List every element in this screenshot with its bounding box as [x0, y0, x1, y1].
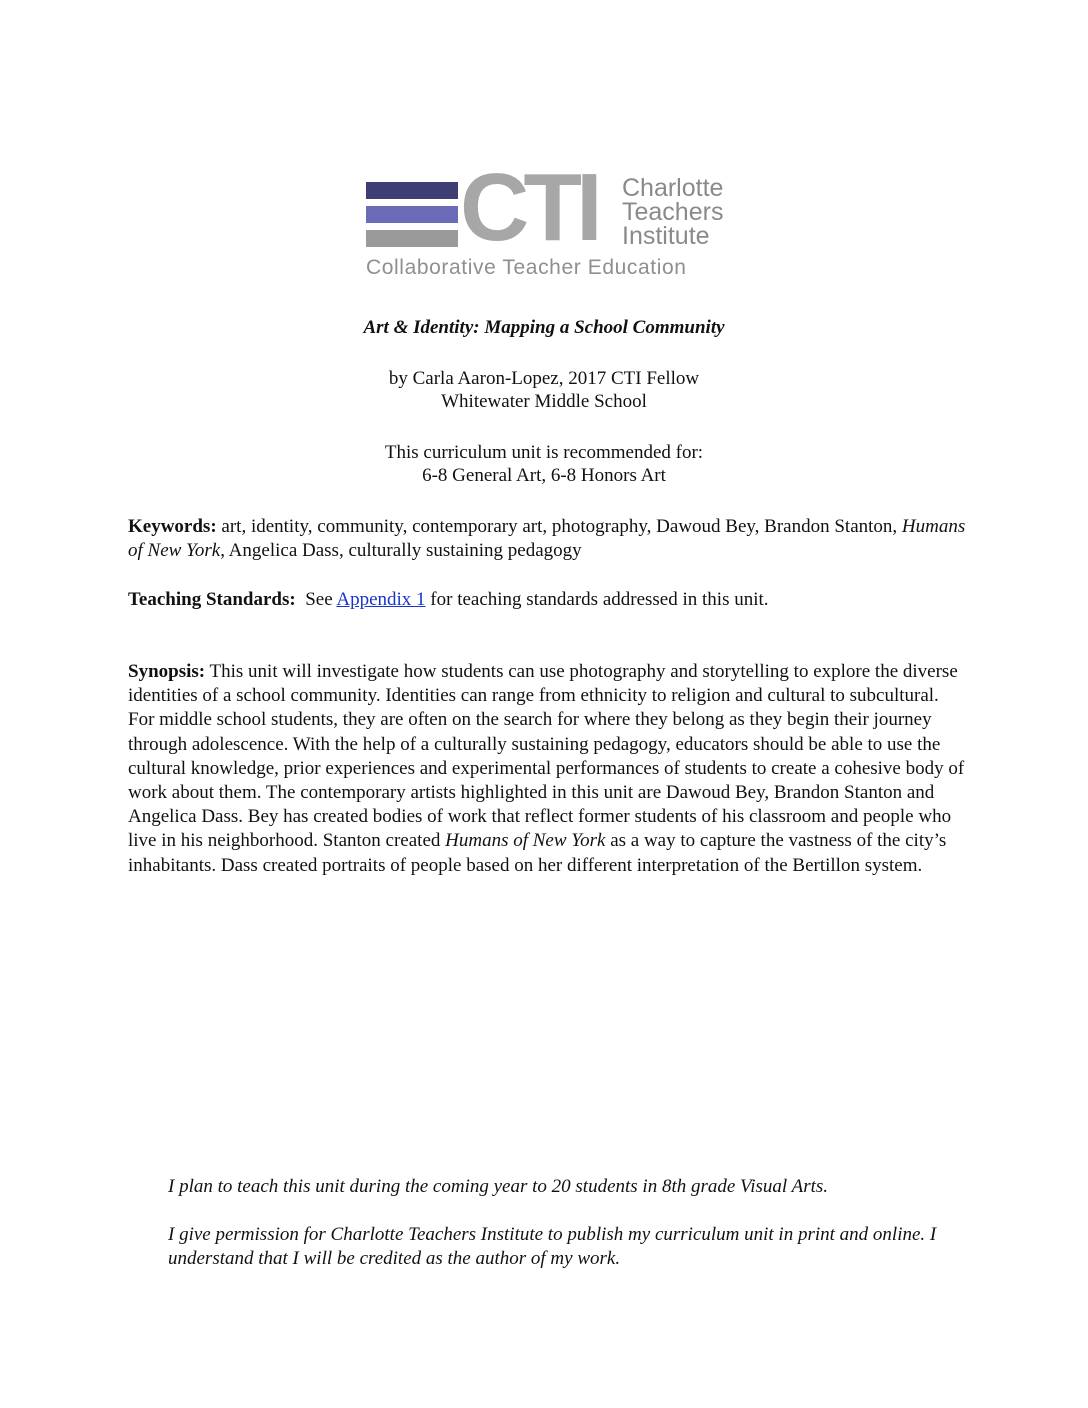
recommended-intro: This curriculum unit is recommended for: — [384, 442, 704, 463]
logo-bar-dark — [366, 182, 458, 199]
unit-title: Art & Identity: Mapping a School Community — [363, 317, 725, 338]
recommendation — [0, 441, 1088, 487]
keywords-text-2: , Angelica Dass, culturally sustaining pedagogy — [220, 540, 582, 561]
keywords-text-1: art, identity, community, contemporary art, photography, Dawoud Bey, Brandon Stanton, — [216, 516, 902, 537]
logo-acronym: CTI — [460, 154, 597, 261]
cti-logo — [366, 154, 726, 286]
appendix-1-link[interactable]: Appendix 1 — [336, 589, 426, 610]
synopsis-text-1: This unit will investigate how students can use photography and storytelling to explore the diverse identities of a school community. Identities can range from ethnicity to religion and cultural to subcultural. For middle school students, they are often on the search for where they belong as they begin their journey through adolescence. With the help of a culturally sustaining pedagogy, educators should be able to use the cultural knowledge, prior experiences and experimental performances of students to create a cohesive body of work about them. The contemporary artists highlighted in this unit are Dawoud Bey, Brandon Stanton and Angelica Dass. Bey has created bodies of work that reflect former students of his classroom and people who live in his neighborhood. Stanton created — [128, 661, 965, 852]
logo-org-line2: Teachers — [622, 198, 724, 226]
synopsis-paragraph — [128, 660, 968, 878]
logo-tagline: Collaborative Teacher Education — [366, 256, 687, 279]
synopsis-label: Synopsis: — [128, 661, 206, 682]
logo-bar-mid — [366, 206, 458, 223]
permission-statement: I give permission for Charlotte Teachers Institute to publish my curriculum unit in print and online. I understand that I will be credited as the author of my work. — [168, 1224, 937, 1269]
standards-post: for teaching standards addressed in this unit. — [425, 589, 769, 610]
school-name: Whitewater Middle School — [441, 391, 647, 412]
author-line: by Carla Aaron-Lopez, 2017 CTI Fellow — [388, 368, 700, 389]
synopsis-text-2: as a way to capture the vastness of the city’s inhabitants. Dass created portraits of people based on her different interpretation of the Bertillon system. — [128, 830, 947, 876]
logo-org-line3: Institute — [622, 222, 710, 250]
recommended-courses: 6-8 General Art, 6-8 Honors Art — [422, 465, 666, 486]
teaching-plan-statement: I plan to teach this unit during the coming year to 20 students in 8th grade Visual Arts. — [168, 1176, 829, 1197]
keywords-italic: Humans of New York — [128, 516, 966, 561]
logo-bar-gray — [366, 230, 458, 247]
standards-pre: See — [295, 589, 337, 610]
logo-org-name — [622, 176, 723, 248]
standards-label: Teaching Standards: — [128, 589, 296, 610]
byline — [0, 367, 1088, 413]
synopsis-italic: Humans of New York — [445, 830, 606, 852]
keywords-paragraph — [128, 515, 968, 563]
logo-org-line1: Charlotte — [622, 174, 724, 202]
keywords-label: Keywords: — [128, 516, 217, 537]
teaching-standards-paragraph — [128, 588, 968, 612]
